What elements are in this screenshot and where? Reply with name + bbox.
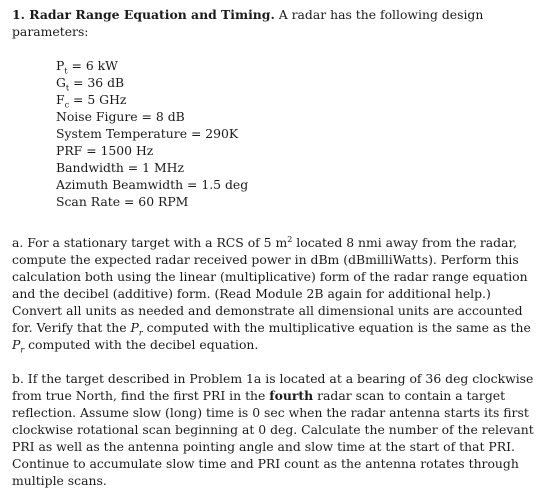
part-b-paragraph	[12, 370, 534, 489]
pr-subscript: r	[138, 328, 143, 338]
param-symbol: P	[56, 58, 65, 73]
param-prf	[56, 142, 534, 159]
param-subscript: c	[64, 100, 70, 110]
param-symbol: G	[56, 75, 66, 90]
param-system-temperature	[56, 125, 534, 142]
parameter-list	[56, 57, 534, 210]
param-pt	[56, 57, 534, 74]
param-noise-figure	[56, 108, 534, 125]
param-bandwidth	[56, 159, 534, 176]
part-b-text: b. If the target described in Problem 1a is located at a bearing of 36 deg clockwise from true North, find the first PRI in the	[12, 371, 534, 403]
part-a-text: a. For a stationary target with a RCS of 5 m	[12, 235, 288, 250]
param-fc	[56, 91, 534, 108]
part-b-text: radar scan to contain a target reflection. Assume slow (long) time is 0 sec when the radar antenna starts its first clockwise rotational scan beginning at 0 deg. Calculate the number of the relevant PRI as well as the antenna pointing angle and slow time at the start of that PRI. Continue to accumulate slow time and PRI count as the antenna rotates through multiple scans.	[12, 388, 534, 488]
emphasis-fourth: fourth	[269, 388, 314, 403]
part-a-text: located 8 nmi away from the radar, compute the expected radar received power in dBm (dBmilliWatts). Perform this calculation both using the linear (multiplicative) form of the radar range equation and the decibel (additive) form. (Read Module 2B again for additional help.) Convert all units as needed and demonstrate all dimensional units are accounted for. Verify that the	[12, 235, 528, 335]
pr-symbol: P	[130, 320, 139, 335]
pr-subscript: r	[20, 345, 25, 355]
param-text: Bandwidth = 1 MHz	[56, 160, 184, 175]
param-text: Noise Figure = 8 dB	[56, 109, 185, 124]
param-value: = 5 GHz	[69, 92, 127, 107]
param-text: PRF = 1500 Hz	[56, 143, 154, 158]
param-text: System Temperature = 290K	[56, 126, 239, 141]
pr-symbol: P	[12, 337, 21, 352]
problem-title: 1. Radar Range Equation and Timing.	[12, 7, 275, 22]
part-a-text: computed with the multiplicative equation is the same as the	[142, 320, 531, 335]
problem-heading	[12, 6, 534, 40]
param-subscript: t	[65, 83, 70, 93]
param-text: Azimuth Beamwidth = 1.5 deg	[56, 177, 249, 192]
superscript: 2	[287, 234, 293, 244]
param-symbol: F	[56, 92, 65, 107]
part-a-paragraph	[12, 234, 534, 353]
param-value: = 36 dB	[69, 75, 125, 90]
param-azimuth-beamwidth	[56, 176, 534, 193]
problem-intro: A radar has the following design parameters:	[12, 7, 484, 39]
param-text: Scan Rate = 60 RPM	[56, 194, 189, 209]
param-subscript: t	[64, 66, 68, 76]
param-gt	[56, 74, 534, 91]
param-value: = 6 kW	[67, 58, 118, 73]
param-scan-rate	[56, 193, 534, 210]
part-a-text: computed with the decibel equation.	[24, 337, 259, 352]
